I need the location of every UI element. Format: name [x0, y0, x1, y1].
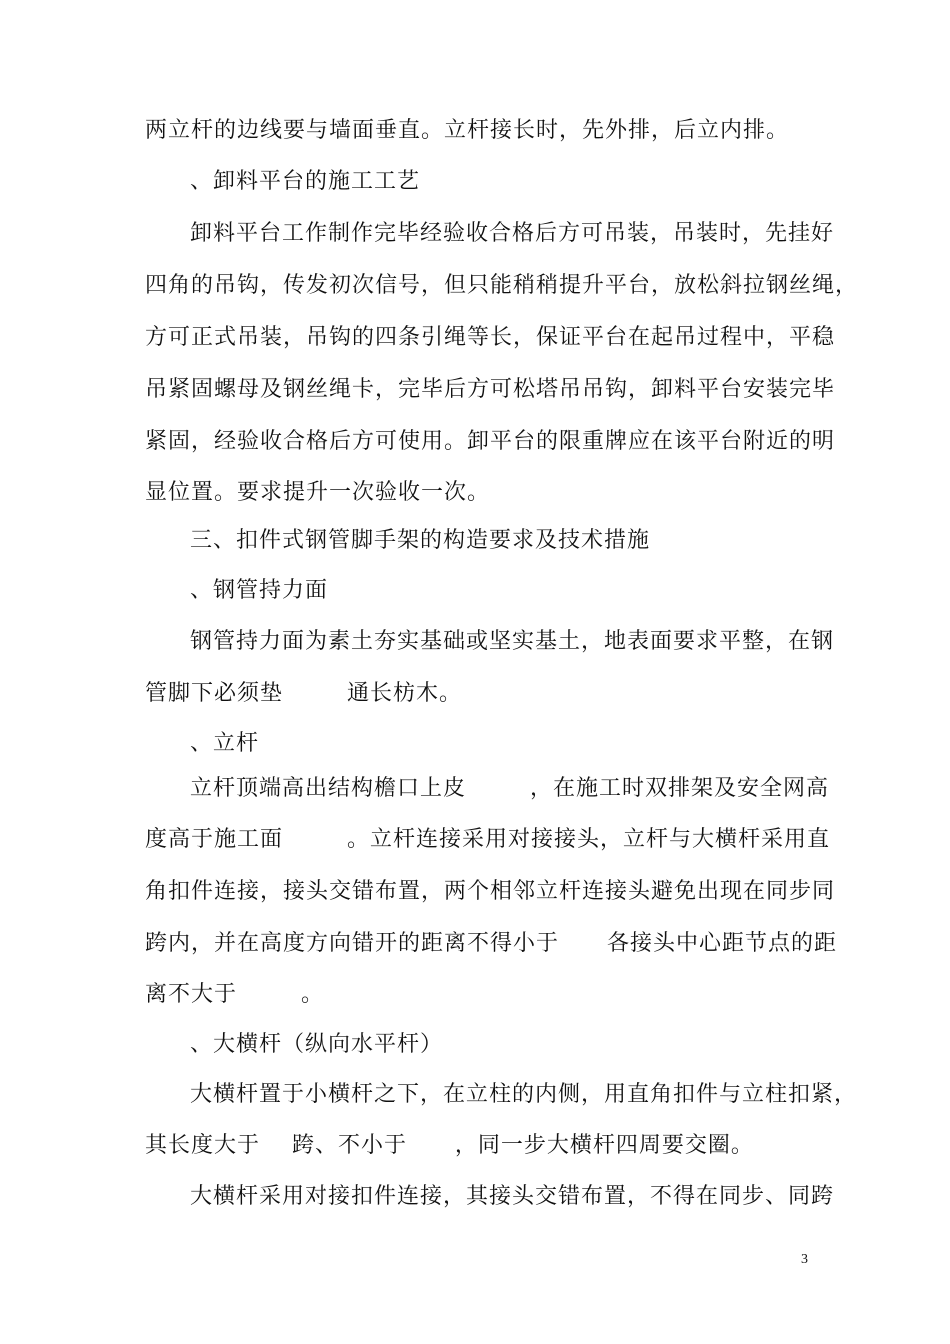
section-heading-upright: 、立杆	[190, 731, 260, 756]
text-line-20: 大横杆置于小横杆之下，在立柱的内侧，用直角扣件与立柱扣紧，	[190, 1082, 858, 1107]
text-line-8: 显位置。要求提升一次验收一次。	[145, 480, 491, 505]
text-line-11: 钢管持力面为素土夯实基础或坚实基土，地表面要求平整，在钢	[190, 629, 835, 654]
text-line-16: 角扣件连接，接头交错布置，两个相邻立杆连接头避免出现在同步同	[145, 879, 836, 904]
text-line-3: 卸料平台工作制作完毕经验收合格后方可吊装，吊装时，先挂好	[190, 221, 835, 246]
page-number: 3	[801, 1252, 808, 1267]
text-line-17: 跨内，并在高度方向错开的距离不得小于 各接头中心距节点的距	[145, 931, 837, 956]
text-line-4: 四角的吊钩，传发初次信号，但只能稍稍提升平台，放松斜拉钢丝绳，	[145, 273, 859, 298]
text-line-14: 立杆顶端高出结构檐口上皮 ，在施工时双排架及安全网高	[190, 776, 829, 801]
text-line-18: 离不大于 。	[145, 982, 324, 1007]
text-line-5: 方可正式吊装，吊钩的四条引绳等长，保证平台在起吊过程中，平稳	[145, 325, 836, 350]
text-line-6: 吊紧固螺母及钢丝绳卡，完毕后方可松塔吊吊钩，卸料平台安装完毕	[145, 377, 836, 402]
text-line-22: 大横杆采用对接扣件连接，其接头交错布置，不得在同步、同跨	[190, 1184, 835, 1209]
text-line-15: 度高于施工面 。立杆连接采用对接接头，立杆与大横杆采用直	[145, 827, 830, 852]
section-heading-main: 三、扣件式钢管脚手架的构造要求及技术措施	[190, 528, 651, 553]
section-heading-longitudinal-bar: 、大横杆（纵向水平杆）	[190, 1032, 444, 1057]
section-heading-bearing-surface: 、钢管持力面	[190, 578, 329, 603]
text-line-7: 紧固，经验收合格后方可使用。卸平台的限重牌应在该平台附近的明	[145, 429, 836, 454]
section-heading-unloading-platform: 、卸料平台的施工工艺	[190, 169, 421, 194]
text-line-21: 其长度大于 跨、不小于 ，同一步大横杆四周要交圈。	[145, 1133, 754, 1158]
text-line-12: 管脚下必须垫 通长枋木。	[145, 681, 462, 706]
text-line-1: 两立杆的边线要与墙面垂直。立杆接长时，先外排，后立内排。	[145, 118, 790, 143]
